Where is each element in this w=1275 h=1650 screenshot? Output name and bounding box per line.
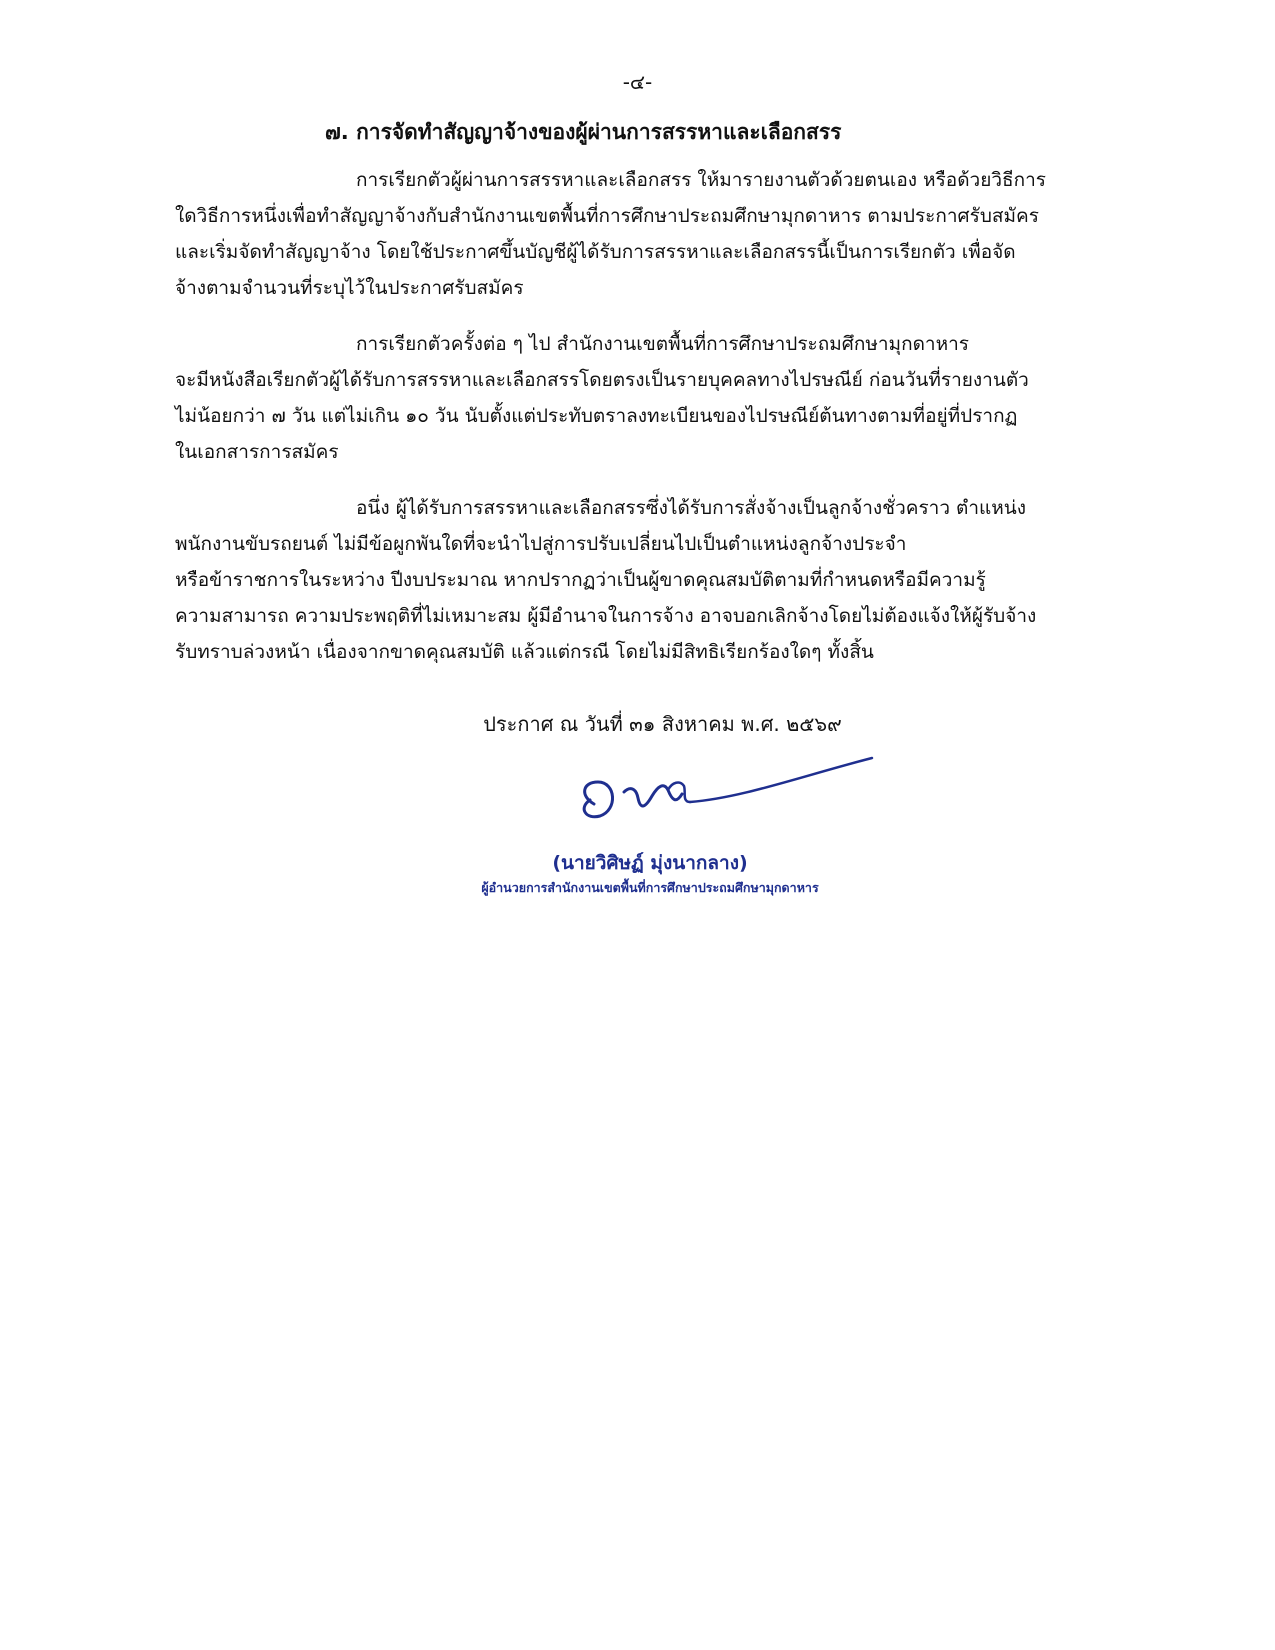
paragraph-line: หรือข้าราชการในระหว่าง ปีงบประมาณ หากปรากฏว่าเป็นผู้ขาดคุณสมบัติตามที่กำหนดหรือมีความรู้ bbox=[175, 569, 986, 591]
paragraph-line: ในเอกสารการสมัคร bbox=[175, 441, 339, 463]
paragraph-1 bbox=[175, 162, 1100, 306]
paragraph-line: รับทราบล่วงหน้า เนื่องจากขาดคุณสมบัติ แล้วแต่กรณี โดยไม่มีสิทธิเรียกร้องใดๆ ทั้งสิ้น bbox=[175, 641, 874, 663]
paragraph-line: การเรียกตัวผู้ผ่านการสรรหาและเลือกสรร ให้มารายงานตัวด้วยตนเอง หรือด้วยวิธีการ bbox=[356, 169, 1046, 191]
paragraph-line: จะมีหนังสือเรียกตัวผู้ได้รับการสรรหาและเลือกสรรโดยตรงเป็นรายบุคคลทางไปรษณีย์ ก่อนวันที่รายงานตัว bbox=[175, 369, 1029, 391]
page-number: -๔- bbox=[622, 70, 653, 94]
paragraph-line: ไม่น้อยกว่า ๗ วัน แต่ไม่เกิน ๑๐ วัน นับตั้งแต่ประทับตราลงทะเบียนของไปรษณีย์ต้นทางตามที่อยู่ที่ปรากฏ bbox=[175, 405, 1018, 427]
signer-name: (นายวิศิษฏ์ มุ่งนากลาง) bbox=[552, 852, 748, 874]
announcement-date bbox=[0, 706, 1275, 742]
paragraph-line: อนึ่ง ผู้ได้รับการสรรหาและเลือกสรรซึ่งได้รับการสั่งจ้างเป็นลูกจ้างชั่วคราว ตำแหน่ง bbox=[356, 497, 1027, 519]
paragraph-line: พนักงานขับรถยนต์ ไม่มีข้อผูกพันใดที่จะนำไปสู่การปรับเปลี่ยนไปเป็นตำแหน่งลูกจ้างประจำ bbox=[175, 533, 907, 555]
paragraph-3 bbox=[175, 490, 1100, 670]
signer-title: ผู้อำนวยการสำนักงานเขตพื้นที่การศึกษาประถมศึกษามุกดาหาร bbox=[481, 880, 819, 895]
paragraph-line: ใดวิธีการหนึ่งเพื่อทำสัญญาจ้างกับสำนักงานเขตพื้นที่การศึกษาประถมศึกษามุกดาหาร ตามประกาศรับสมัคร bbox=[175, 205, 1039, 227]
announcement-date-text: ประกาศ ณ วันที่ ๓๑ สิงหาคม พ.ศ. ๒๕๖๙ bbox=[483, 712, 842, 736]
paragraph-line: จ้างตามจำนวนที่ระบุไว้ในประกาศรับสมัคร bbox=[175, 277, 524, 299]
paragraph-line: และเริ่มจัดทำสัญญาจ้าง โดยใช้ประกาศขึ้นบัญชีผู้ได้รับการสรรหาและเลือกสรรนี้เป็นการเรียกตัว เพื่อจัด bbox=[175, 241, 1016, 263]
paragraph-2 bbox=[175, 326, 1100, 470]
paragraph-line: ความสามารถ ความประพฤติที่ไม่เหมาะสม ผู้มีอำนาจในการจ้าง อาจบอกเลิกจ้างโดยไม่ต้องแจ้งให้ผู้รับจ้าง bbox=[175, 605, 1037, 627]
signature-icon bbox=[572, 752, 902, 832]
paragraph-line: การเรียกตัวครั้งต่อ ๆ ไป สำนักงานเขตพื้นที่การศึกษาประถมศึกษามุกดาหาร bbox=[356, 333, 969, 355]
section-heading: ๗. การจัดทำสัญญาจ้างของผู้ผ่านการสรรหาและเลือกสรร bbox=[325, 120, 842, 144]
